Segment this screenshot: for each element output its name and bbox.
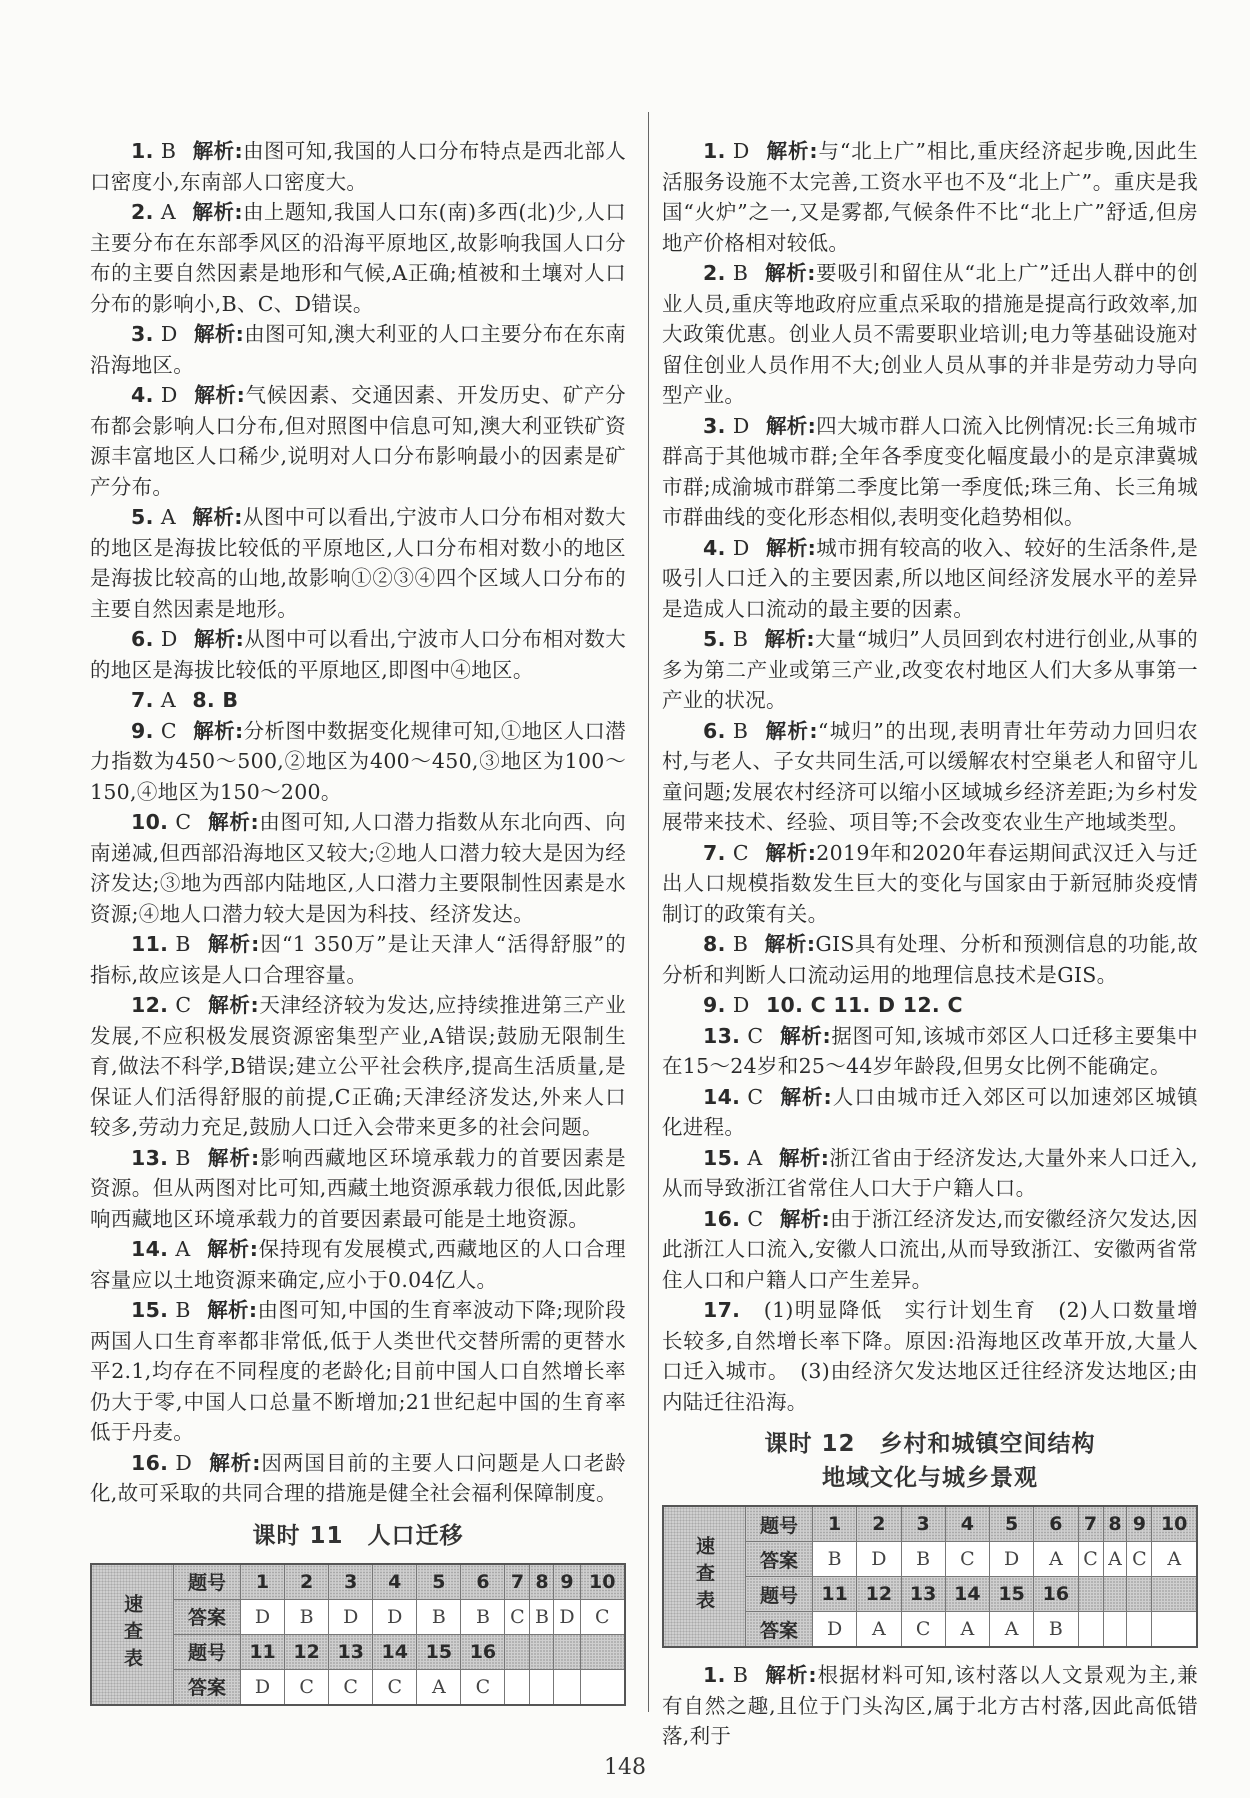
section-title-lesson-12: 课时 12 乡村和城镇空间结构: [764, 1431, 1096, 1457]
question-number: 17.: [703, 1298, 741, 1322]
answer-item: [90, 929, 626, 990]
question-number: 3.: [131, 322, 154, 346]
answer-cell: A: [1034, 1542, 1078, 1577]
analysis-label: 解析:: [207, 932, 260, 956]
analysis-text: 四大城市群人口流入比例情况:长三角城市群高于其他城市群;全年各季度变化幅度最小的是京津冀城市群;成渝城市群第二季度比第一季度低;珠三角、长三角城市群曲线的变化形态相似,表明变化趋势相似。: [662, 413, 1198, 529]
analysis-text: 分析图中数据变化规律可知,①地区人口潜力指数为450～500,②地区为400～450,③地区为100～150,④地区为150～200。: [90, 718, 626, 804]
analysis-label: 解析:: [207, 993, 259, 1017]
answer-table-lesson-11: [90, 1563, 626, 1706]
answer-cell: B: [530, 1599, 554, 1634]
question-number: 16.: [131, 1450, 169, 1475]
answer-table-lesson-12: [662, 1505, 1198, 1648]
analysis-text: 人口由城市迁入郊区可以加速郊区城镇化进程。: [662, 1084, 1198, 1139]
answer-item: [662, 838, 1198, 930]
question-number-cell: 12: [285, 1634, 329, 1669]
question-number-cell: 5: [990, 1506, 1034, 1542]
answer-cell: A: [945, 1612, 989, 1648]
answer-item: [90, 716, 626, 808]
analysis-label: 解析:: [207, 1298, 258, 1322]
answer-cell: A: [417, 1669, 461, 1705]
answer-cell: A: [1152, 1542, 1197, 1577]
question-number: 13.: [703, 1023, 741, 1048]
answer-choice: D: [160, 627, 178, 651]
question-number: 6.: [131, 627, 154, 651]
question-number: 1.: [703, 139, 726, 163]
question-number-cell: 7: [505, 1564, 530, 1600]
analysis-label: 解析:: [193, 718, 244, 743]
answer-item: [90, 685, 626, 716]
answer-choice: B: [732, 932, 749, 956]
analysis-text: 气候因素、交通因素、开发历史、矿产分布都会影响人口分布,但对照图中信息可知,澳大利亚铁矿资源丰富地区人口稀少,说明对人口分布影响最小的因素是矿产分布。: [90, 383, 626, 499]
table-side-label: 速查表: [91, 1564, 174, 1705]
question-number-header: 题号: [746, 1506, 813, 1542]
answer-cell: C: [285, 1669, 329, 1705]
answer-cell: B: [285, 1599, 329, 1634]
analysis-label: 解析:: [764, 932, 816, 956]
answer-item: [90, 319, 626, 380]
analysis-label: 解析:: [778, 1145, 830, 1170]
answer-header: 答案: [746, 1542, 813, 1577]
answer-item: [90, 136, 626, 197]
question-number: 8.: [703, 932, 726, 956]
question-number-cell: 9: [1127, 1506, 1152, 1542]
answer-cell: D: [813, 1612, 857, 1648]
question-number: 1.: [131, 139, 154, 163]
answer-choice: A: [747, 1145, 763, 1170]
answer-cell: B: [461, 1599, 505, 1634]
question-number: 4.: [131, 383, 154, 407]
analysis-label: 解析:: [193, 383, 246, 407]
question-number-cell: 6: [461, 1564, 505, 1600]
analysis-label: 解析:: [192, 200, 243, 224]
answer-item: [662, 1082, 1198, 1143]
question-number-cell: 4: [373, 1564, 417, 1600]
question-number: 11.: [131, 932, 169, 956]
question-number-cell: 7: [1078, 1506, 1103, 1542]
answer-choice: D: [732, 413, 750, 438]
question-number: 10.: [131, 810, 169, 834]
question-number-cell: 2: [285, 1564, 329, 1600]
answer-choice: A: [175, 1237, 191, 1261]
answer-item: [90, 1234, 626, 1295]
question-number: 16.: [703, 1206, 741, 1231]
question-number: 5.: [131, 505, 154, 529]
analysis-label: 解析:: [208, 1450, 261, 1475]
analysis-text: 浙江省由于经济发达,大量外来人口迁入,从而导致浙江省常住人口大于户籍人口。: [662, 1145, 1198, 1200]
question-number: 2.: [131, 200, 154, 224]
analysis-label: 解析:: [764, 1663, 817, 1687]
answer-cell: D: [373, 1599, 417, 1634]
column-divider: [648, 112, 649, 1712]
question-number: 13.: [131, 1145, 169, 1170]
question-number-cell: 9: [554, 1564, 580, 1600]
answer-cell: A: [990, 1612, 1034, 1648]
more-answers: 8. B: [192, 688, 239, 712]
analysis-label: 解析:: [765, 413, 817, 438]
analysis-text: “城归”的出现,表明青壮年劳动力回归农村,与老人、子女共同生活,可以缓解农村空巢老人和留守儿童问题;发展农村经济可以缩小区域城乡经济差距;为乡村发展带来技术、经验、项目等;不会改变农业生产地域类型。: [662, 718, 1198, 834]
answer-cell: A: [857, 1612, 901, 1648]
question-number: 6.: [703, 718, 726, 743]
analysis-text: 根据材料可知,该村落以人文景观为主,兼有自然之趣,且位于门头沟区,属于北方古村落,因此高低错落,利于: [662, 1663, 1198, 1748]
question-number: 5.: [703, 627, 726, 651]
question-number-cell: 15: [990, 1577, 1034, 1612]
answer-cell: C: [505, 1599, 530, 1634]
analysis-label: 解析:: [765, 535, 817, 560]
question-number: 4.: [703, 535, 726, 560]
answer-cell: B: [813, 1542, 857, 1577]
question-number-cell: 8: [530, 1564, 554, 1600]
answer-header: 答案: [174, 1599, 241, 1634]
answer-choice: D: [732, 139, 750, 163]
answer-choice: B: [175, 1298, 191, 1322]
answer-choice: C: [747, 1206, 764, 1231]
question-number-cell: [554, 1634, 580, 1669]
answer-item: [662, 1143, 1198, 1204]
answer-choice: A: [160, 200, 176, 224]
analysis-label: 解析:: [206, 1237, 259, 1261]
lesson-12-answers: [662, 1660, 1198, 1752]
answer-choice: C: [160, 718, 177, 743]
answer-choice: A: [160, 505, 176, 529]
analysis-text: 由图可知,我国的人口分布特点是西北部人口密度小,东南部人口密度大。: [90, 139, 626, 194]
answer-cell: [1152, 1612, 1197, 1648]
question-number: 2.: [703, 261, 726, 285]
answer-cell: D: [329, 1599, 373, 1634]
answer-item: [90, 197, 626, 319]
question-number-cell: 10: [580, 1564, 625, 1600]
answer-choice: B: [175, 932, 191, 956]
answer-choice: D: [175, 1450, 193, 1475]
answer-cell: D: [990, 1542, 1034, 1577]
analysis-label: 解析:: [207, 810, 259, 834]
question-number: 3.: [703, 413, 726, 438]
question-number-cell: 11: [241, 1634, 285, 1669]
question-number: 7.: [703, 840, 726, 865]
analysis-text: 由图可知,澳大利亚的人口主要分布在东南沿海地区。: [90, 322, 626, 377]
analysis-text: 要吸引和留住从“北上广”迁出人群中的创业人员,重庆等地政府应重点采取的措施是提高行政效率,加大政策优惠。创业人员不需要职业培训;电力等基础设施对留住创业人员作用不大;创业人员从事的并非是劳动力导向型产业。: [662, 261, 1198, 407]
lesson-11-answers: [662, 136, 1198, 1417]
answer-cell: [580, 1669, 625, 1705]
question-number-cell: [1152, 1577, 1197, 1612]
answer-choice: B: [732, 261, 749, 285]
question-number-cell: 5: [417, 1564, 461, 1600]
answer-choice: B: [732, 627, 749, 651]
question-number: 9.: [131, 718, 154, 743]
table-row: [91, 1564, 625, 1600]
page-number: 148: [604, 1755, 646, 1780]
analysis-label: 解析:: [779, 1084, 833, 1109]
answer-item: [662, 258, 1198, 411]
answer-cell: B: [417, 1599, 461, 1634]
answer-item: [662, 624, 1198, 716]
analysis-label: 解析:: [779, 1206, 830, 1231]
analysis-text: 由上题知,我国人口东(南)多西(北)少,人口主要分布在东部季风区的沿海平原地区,故影响我国人口分布的主要自然因素是地形和气候,A正确;植被和土壤对人口分布的影响小,B、C、D错误。: [90, 200, 626, 316]
question-number-cell: [505, 1634, 530, 1669]
question-number-cell: 13: [329, 1634, 373, 1669]
question-number-cell: 14: [945, 1577, 989, 1612]
answer-item: [662, 1021, 1198, 1082]
question-number-cell: 14: [373, 1634, 417, 1669]
answer-item: [662, 533, 1198, 625]
answer-cell: [530, 1669, 554, 1705]
question-number-cell: 3: [901, 1506, 945, 1542]
answer-choice: C: [747, 1084, 764, 1109]
question-number-header: 题号: [174, 1564, 241, 1600]
answer-item: [662, 990, 1198, 1021]
question-number: 14.: [131, 1237, 169, 1261]
answer-choice: D: [160, 322, 178, 346]
analysis-text: 大量“城归”人员回到农村进行创业,从事的多为第二产业或第三产业,改变农村地区人们大多从事第一产业的状况。: [662, 627, 1198, 712]
question-number: 12.: [131, 993, 169, 1017]
answer-cell: C: [329, 1669, 373, 1705]
answer-choice: C: [175, 810, 192, 834]
answer-item: [90, 380, 626, 502]
answer-cell: C: [1127, 1542, 1152, 1577]
left-column: [90, 136, 626, 1718]
analysis-label: 解析:: [192, 139, 243, 163]
analysis-text: 据图可知,该城市郊区人口迁移主要集中在15～24岁和25～44岁年龄段,但男女比例不能确定。: [662, 1023, 1198, 1078]
analysis-label: 解析:: [192, 505, 243, 529]
answer-item: [90, 624, 626, 685]
answer-cell: B: [1034, 1612, 1078, 1648]
analysis-text: (1)明显降低 实行计划生育 (2)人口数量增长较多,自然增长率下降。原因:沿海地区改革开放,大量人口迁入城市。 (3)由经济欠发达地区迁往经济发达地区;由内陆迁往沿海。: [662, 1298, 1198, 1414]
answer-choice: B: [160, 139, 177, 163]
answer-choice: B: [175, 1145, 191, 1170]
analysis-label: 解析:: [193, 627, 245, 651]
analysis-text: 因两国目前的主要人口问题是人口老龄化,故可采取的共同合理的措施是健全社会福利保障制度。: [90, 1450, 626, 1505]
question-number-cell: 2: [857, 1506, 901, 1542]
analysis-text: 从图中可以看出,宁波市人口分布相对数大的地区是海拔比较低的平原地区,即图中④地区。: [90, 627, 626, 682]
answer-item: [90, 1143, 626, 1235]
question-number: 9.: [703, 993, 726, 1017]
answer-cell: C: [373, 1669, 417, 1705]
answer-item: [90, 807, 626, 929]
question-number: 7.: [131, 688, 154, 712]
answer-choice: D: [732, 993, 750, 1017]
analysis-text: 2019年和2020年春运期间武汉迁入与迁出人口规模指数发生巨大的变化与国家由于新冠肺炎疫情制订的政策有关。: [662, 840, 1198, 926]
analysis-label: 解析:: [764, 261, 816, 285]
question-number-cell: 6: [1034, 1506, 1078, 1542]
question-number-cell: 16: [1034, 1577, 1078, 1612]
question-number-cell: 13: [901, 1577, 945, 1612]
answer-item: [662, 136, 1198, 258]
answer-choice: D: [160, 383, 178, 407]
answer-header: 答案: [746, 1612, 813, 1648]
answer-cell: [1103, 1612, 1127, 1648]
question-number: 15.: [703, 1145, 741, 1170]
answer-choice: C: [175, 993, 192, 1017]
analysis-text: 与“北上广”相比,重庆经济起步晚,因此生活服务设施不太完善,工资水平也不及“北上广”。重庆是我国“火炉”之一,又是雾都,气候条件不比“北上广”舒适,但房地产价格相对较低。: [662, 139, 1198, 255]
question-number-cell: [1103, 1577, 1127, 1612]
analysis-text: 由图可知,中国的生育率波动下降;现阶段两国人口生育率都非常低,低于人类世代交替所需的更替水平2.1,均存在不同程度的老龄化;目前中国人口自然增长率仍大于零,中国人口总量不断增加;21世纪起中国的生育率低于丹麦。: [90, 1298, 626, 1444]
question-number-header: 题号: [174, 1634, 241, 1669]
answer-header: 答案: [174, 1669, 241, 1705]
answer-cell: C: [945, 1542, 989, 1577]
right-column: [662, 136, 1198, 1752]
answer-cell: [554, 1669, 580, 1705]
question-number-cell: 8: [1103, 1506, 1127, 1542]
answer-cell: C: [901, 1612, 945, 1648]
question-number: 1.: [703, 1663, 726, 1687]
answer-choice: D: [732, 535, 750, 560]
analysis-text: 天津经济较为发达,应持续推进第三产业发展,不应积极发展资源密集型产业,A错误;鼓励无限制生育,做法不科学,B错误;建立公平社会秩序,提高生活质量,是保证人们活得舒服的前提,C正确;天津经济发达,外来人口较多,劳动力充足,鼓励人口迁入会带来更多的社会问题。: [90, 993, 626, 1139]
answer-choice: B: [732, 1663, 749, 1687]
question-number-cell: 1: [241, 1564, 285, 1600]
question-number-cell: 1: [813, 1506, 857, 1542]
question-number-cell: [1078, 1577, 1103, 1612]
question-number: 15.: [131, 1298, 169, 1322]
question-number: 14.: [703, 1084, 741, 1109]
question-number-cell: 3: [329, 1564, 373, 1600]
answer-cell: [505, 1669, 530, 1705]
answer-item: [662, 411, 1198, 533]
answer-cell: B: [901, 1542, 945, 1577]
analysis-label: 解析:: [207, 1145, 260, 1170]
answer-item: [662, 929, 1198, 990]
answer-item: [90, 1448, 626, 1509]
answer-choice: C: [747, 1023, 764, 1048]
answer-choice: A: [160, 688, 176, 712]
answer-cell: D: [554, 1599, 580, 1634]
analysis-text: 因“1 350万”是让天津人“活得舒服”的指标,故应该是人口合理容量。: [90, 932, 626, 987]
answer-cell: [1078, 1612, 1103, 1648]
question-number-cell: [1127, 1577, 1152, 1612]
analysis-label: 解析:: [765, 139, 818, 163]
question-number-cell: 4: [945, 1506, 989, 1542]
answer-cell: D: [857, 1542, 901, 1577]
question-number-cell: 11: [813, 1577, 857, 1612]
answer-item: [90, 990, 626, 1143]
answer-item: [90, 502, 626, 624]
answer-item: [90, 1295, 626, 1448]
answer-cell: A: [1103, 1542, 1127, 1577]
lesson-10-answers: [90, 136, 626, 1509]
analysis-text: 影响西藏地区环境承载力的首要因素是资源。但从两图对比可知,西藏土地资源承载力很低,因此影响西藏地区环境承载力的首要因素最可能是土地资源。: [90, 1145, 626, 1231]
question-number-cell: [580, 1634, 625, 1669]
answer-cell: C: [461, 1669, 505, 1705]
analysis-label: 解析:: [764, 718, 818, 743]
answer-item: [662, 1660, 1198, 1752]
question-number-cell: [530, 1634, 554, 1669]
question-number-cell: 12: [857, 1577, 901, 1612]
analysis-label: 解析:: [765, 840, 817, 865]
answer-cell: [1127, 1612, 1152, 1648]
question-number-header: 题号: [746, 1577, 813, 1612]
analysis-text: 从图中可以看出,宁波市人口分布相对数大的地区是海拔比较低的平原地区,人口分布相对数小的地区是海拔比较高的山地,故影响①②③④四个区域人口分布的主要自然因素是地形。: [90, 505, 626, 621]
answer-cell: D: [241, 1599, 285, 1634]
analysis-label: 解析:: [193, 322, 245, 346]
answer-choice: B: [732, 718, 749, 743]
analysis-text: GIS具有处理、分析和预测信息的功能,故分析和判断人口流动运用的地理信息技术是GIS。: [662, 932, 1198, 987]
answer-cell: D: [241, 1669, 285, 1705]
section-subtitle-lesson-12: 地域文化与城乡景观: [822, 1465, 1038, 1491]
analysis-text: 由于浙江经济发达,而安徽经济欠发达,因此浙江人口流入,安徽人口流出,从而导致浙江、安徽两省常住人口和户籍人口产生差异。: [662, 1206, 1198, 1292]
answer-item: [662, 1295, 1198, 1417]
table-side-label: 速查表: [663, 1506, 746, 1647]
question-number-cell: 15: [417, 1634, 461, 1669]
analysis-label: 解析:: [764, 627, 815, 651]
analysis-label: 解析:: [779, 1023, 831, 1048]
answer-choice: C: [732, 840, 749, 865]
analysis-text: 由图可知,人口潜力指数从东北向西、向南递减,但西部沿海地区又较大;②地人口潜力较大是因为经济发达;③地为西部内陆地区,人口潜力主要限制性因素是水资源;④地人口潜力较大是因为科技、经济发达。: [90, 810, 626, 926]
analysis-text: 保持现有发展模式,西藏地区的人口合理容量应以土地资源来确定,应小于0.04亿人。: [90, 1237, 626, 1292]
answer-item: [662, 716, 1198, 838]
table-row: [663, 1506, 1197, 1542]
question-number-cell: 10: [1152, 1506, 1197, 1542]
answer-cell: C: [1078, 1542, 1103, 1577]
answer-cell: C: [580, 1599, 625, 1634]
more-answers: 10. C 11. D 12. C: [765, 993, 963, 1017]
answer-item: [662, 1204, 1198, 1296]
question-number-cell: 16: [461, 1634, 505, 1669]
section-title-lesson-11: 课时 11 人口迁移: [252, 1522, 464, 1549]
analysis-text: 城市拥有较高的收入、较好的生活条件,是吸引人口迁入的主要因素,所以地区间经济发展水平的差异是造成人口流动的最主要的因素。: [662, 535, 1198, 621]
